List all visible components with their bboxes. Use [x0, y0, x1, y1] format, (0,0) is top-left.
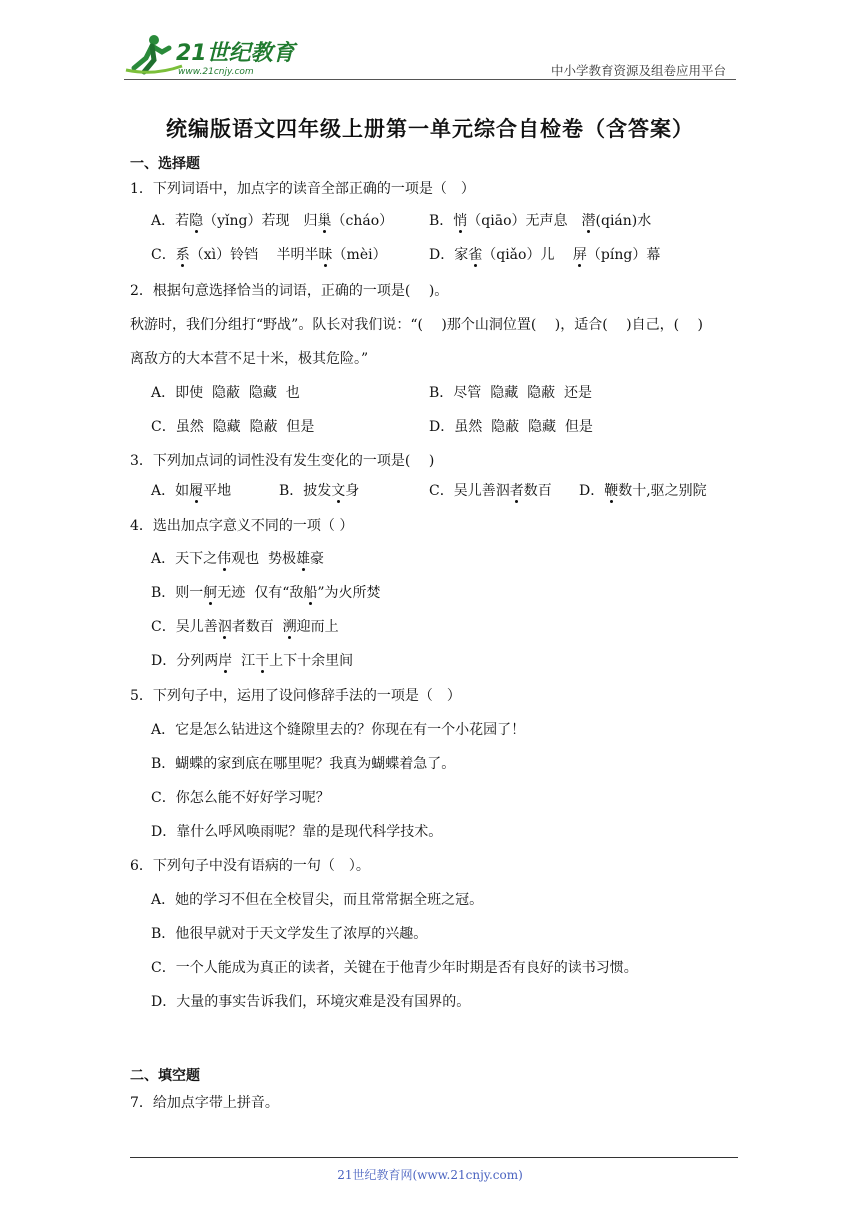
question-6-stem: 6．下列句子中没有语病的一句（ ）。: [130, 858, 370, 874]
question-2-passage-line-1: 秋游时，我们分组打“野战”。队长对我们说：“( )那个山洞位置( )，适合( )自己，( ): [130, 317, 703, 333]
svg-text:21世纪教育: 21世纪教育: [176, 41, 295, 66]
page-title: 统编版语文四年级上册第一单元综合自检卷（含答案）: [166, 116, 694, 141]
question-5-option-c: C．你怎么能不好好学习呢？: [151, 790, 330, 806]
question-1-option-c: C．系（xì）铃铛 半明半昧（mèi）: [151, 247, 387, 263]
question-1-option-d: D．家雀（qiǎo）儿 屏（píng）幕: [429, 247, 661, 263]
question-3-stem: 3．下列加点词的词性没有发生变化的一项是( ): [130, 453, 435, 469]
question-1-stem: 1．下列词语中，加点字的读音全部正确的一项是（ ）: [130, 181, 475, 197]
question-4-option-c: C．吴儿善泅者数百 溯迎而上: [151, 619, 339, 635]
question-2-stem: 2．根据句意选择恰当的词语，正确的一项是( )。: [130, 283, 449, 299]
question-6-option-c: C．一个人能成为真正的读者，关键在于他青少年时期是否有良好的读书习惯。: [151, 960, 638, 976]
question-1-option-a: A．若隐（yǐng）若现 归巢（cháo）: [151, 213, 394, 229]
question-4-stem: 4．选出加点字意义不同的一项（ ）: [130, 518, 354, 534]
question-2-option-a: A．即使 隐蔽 隐藏 也: [151, 385, 300, 401]
footer-divider: [130, 1157, 738, 1158]
header-divider: [124, 79, 736, 80]
question-3-option-c: C．吴儿善泅者数百: [429, 483, 552, 499]
question-3-option-d: D．鞭数十,驱之别院: [579, 483, 707, 499]
question-6-option-a: A．她的学习不但在全校冒尖，而且常常据全班之冠。: [151, 892, 484, 908]
question-5-stem: 5．下列句子中，运用了设问修辞手法的一项是（ ）: [130, 688, 461, 704]
question-1-option-b: B．悄（qiāo）无声息 潜(qián)水: [429, 213, 652, 229]
question-6-option-d: D．大量的事实告诉我们，环境灾难是没有国界的。: [151, 994, 471, 1010]
site-logo: [124, 30, 299, 78]
question-4-option-b: B．则一舸无迹 仅有“敌船”为火所焚: [151, 585, 381, 601]
question-5-option-d: D．靠什么呼风唤雨呢？靠的是现代科学技术。: [151, 824, 443, 840]
section-heading-fill: 二、填空题: [130, 1068, 200, 1084]
question-3-option-a: A．如履平地: [151, 483, 232, 499]
question-4-option-a: A．天下之伟观也 势极雄豪: [151, 551, 325, 567]
question-2-option-d: D．虽然 隐蔽 隐藏 但是: [429, 419, 593, 435]
question-5-option-a: A．它是怎么钻进这个缝隙里去的？你现在有一个小花园了！: [151, 722, 526, 738]
platform-name: 中小学教育资源及组卷应用平台: [550, 63, 726, 78]
question-3-option-b: B．披发文身: [279, 483, 360, 499]
footer-link[interactable]: 21世纪教育网(www.21cnjy.com): [337, 1168, 523, 1182]
section-heading-choice: 一、选择题: [130, 156, 200, 172]
question-2-option-b: B．尽管 隐藏 隐蔽 还是: [429, 385, 592, 401]
question-2-passage-line-2: 离敌方的大本营不足十米，极其危险。”: [130, 351, 369, 367]
question-2-option-c: C．虽然 隐藏 隐蔽 但是: [151, 419, 315, 435]
question-5-option-b: B．蝴蝶的家到底在哪里呢？我真为蝴蝶着急了。: [151, 756, 456, 772]
question-7-stem: 7．给加点字带上拼音。: [130, 1095, 279, 1111]
runner-icon: [126, 35, 182, 72]
svg-text:www.21cnjy.com: www.21cnjy.com: [178, 67, 254, 77]
question-6-option-b: B．他很早就对于天文学发生了浓厚的兴趣。: [151, 926, 428, 942]
question-4-option-d: D．分列两岸 江干上下十余里间: [151, 653, 354, 669]
